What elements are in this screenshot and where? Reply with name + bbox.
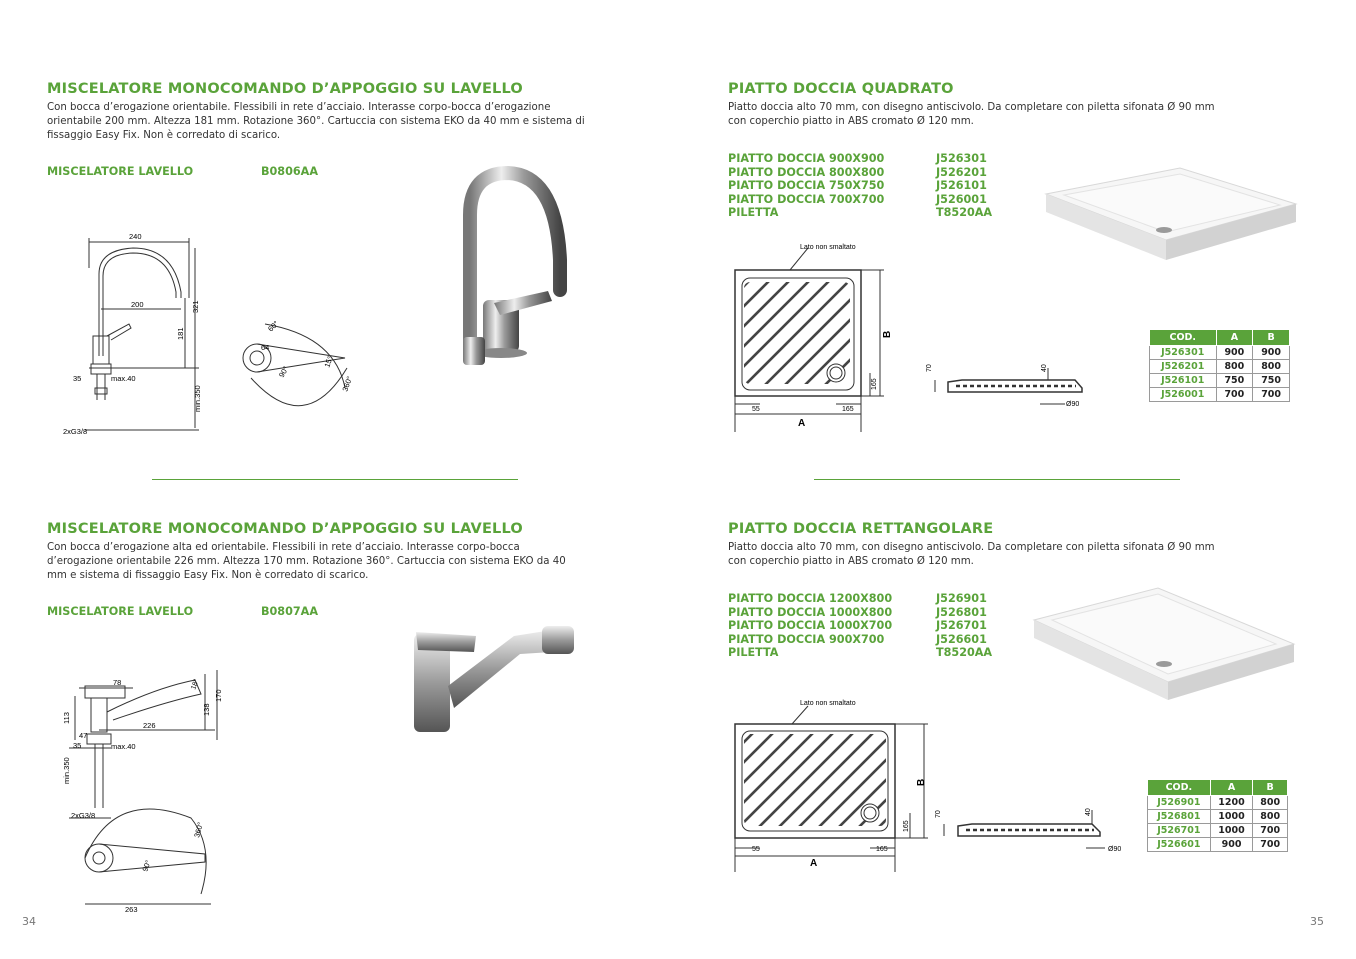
page-number-right: 35 — [1310, 915, 1324, 928]
item-name: PILETTA — [728, 646, 779, 660]
dim-90deg-2: 90° — [140, 858, 153, 873]
dim-max40: max.40 — [111, 374, 136, 383]
dim-200: 200 — [131, 300, 144, 309]
drawing-note: Lato non smaltato — [800, 700, 856, 707]
table-header-row — [1148, 780, 1288, 796]
dim-2xg38-2: 2xG3/8 — [71, 811, 96, 820]
dim-321: 321 — [191, 300, 200, 313]
item-code: J526601 — [936, 632, 987, 646]
dim-15deg: 15° — [322, 354, 335, 369]
table-cell: 700 — [1253, 388, 1290, 402]
dim-18deg: 18° — [190, 678, 201, 691]
product1-title: MISCELATORE MONOCOMANDO D’APPOGGIO SU LAVELLO — [47, 81, 523, 97]
shower-square-technical-drawing — [730, 240, 1090, 436]
dim-2xg38: 2xG3/8 — [63, 427, 88, 436]
table-cell: J526901 — [1148, 796, 1211, 810]
dim-360deg-2: 360° — [192, 821, 205, 839]
item-code: J526901 — [936, 592, 987, 605]
dim-b: B — [916, 778, 927, 786]
dim-64: 64 — [261, 343, 270, 352]
dim-70: 70 — [935, 810, 942, 818]
dim-181: 181 — [176, 327, 185, 340]
product1-item-code: B0806AA — [261, 165, 318, 178]
shower-rect-item-codes — [936, 592, 992, 660]
item-code: J526101 — [936, 179, 987, 193]
table-row — [1150, 388, 1290, 402]
table-cell: J526201 — [1150, 360, 1217, 374]
item-code: J526001 — [936, 192, 987, 206]
page-number-left: 34 — [22, 915, 36, 928]
product2-item-name: MISCELATORE LAVELLO — [47, 605, 194, 618]
dim-max40-2: max.40 — [111, 742, 136, 751]
product1-description: Con bocca d’erogazione orientabile. Flessibili in rete d’acciaio. Interasse corpo-bocca d’erogazione orientabile 200 mm. Altezza 181 mm. Rotazione 360°. Cartuccia con sistema EKO da 40 mm e sistema di fissaggio Easy Fix. Non è corredato di scarico. — [47, 102, 585, 141]
dim-165-side: 165 — [871, 378, 878, 390]
table-cell: 700 — [1253, 824, 1288, 838]
dim-35: 35 — [73, 374, 82, 383]
shower-square-item-codes — [936, 152, 992, 220]
dim-diameter-90: Ø90 — [1066, 401, 1080, 408]
table-row — [1150, 374, 1290, 388]
item-code: T8520AA — [936, 646, 993, 660]
table-cell: 900 — [1216, 346, 1253, 360]
product2-title: MISCELATORE MONOCOMANDO D’APPOGGIO SU LAVELLO — [47, 521, 523, 537]
table-cell: 1000 — [1210, 824, 1253, 838]
table-row — [1150, 360, 1290, 374]
dim-90deg: 90° — [276, 364, 291, 379]
shower-rect-technical-drawing — [730, 696, 1130, 874]
table-cell: J526301 — [1150, 346, 1217, 360]
item-name: PIATTO DOCCIA 1000X800 — [728, 605, 893, 619]
dim-263: 263 — [125, 905, 138, 913]
dim-40: 40 — [1085, 808, 1092, 816]
faucet1-photo — [408, 165, 583, 377]
item-code: J526701 — [936, 619, 987, 633]
dim-min350-2: min.350 — [62, 757, 71, 784]
item-name: PIATTO DOCCIA 1200X800 — [728, 592, 893, 605]
dim-a: A — [798, 418, 806, 429]
dim-40: 40 — [1041, 364, 1048, 372]
shower-square-item-names — [728, 152, 884, 220]
shower-rect-photo — [1028, 580, 1300, 704]
dim-165-side: 165 — [903, 820, 910, 832]
shower-rect-spec-table — [1147, 779, 1288, 852]
table-cell: 800 — [1216, 360, 1253, 374]
faucet2-photo — [402, 608, 582, 738]
dim-35-2: 35 — [73, 741, 82, 750]
column-header: A — [1216, 330, 1253, 346]
dim-113: 113 — [62, 712, 71, 724]
item-code: J526801 — [936, 605, 987, 619]
table-cell: 1200 — [1210, 796, 1253, 810]
dim-diameter-90: Ø90 — [1108, 846, 1122, 853]
dim-55: 55 — [752, 406, 760, 413]
column-header: B — [1253, 330, 1290, 346]
column-header: A — [1210, 780, 1253, 796]
product2-item-code: B0807AA — [261, 605, 318, 618]
shower-square-description: Piatto doccia alto 70 mm, con disegno antiscivolo. Da completare con piletta sifonata Ø 90 mm con coperchio piatto in ABS cromato Ø 120 mm. — [728, 102, 1215, 127]
dim-165-bottom: 165 — [842, 406, 854, 413]
table-cell: 700 — [1216, 388, 1253, 402]
table-row — [1148, 824, 1288, 838]
dim-170: 170 — [214, 689, 223, 702]
table-cell: 900 — [1253, 346, 1290, 360]
table-cell: J526101 — [1150, 374, 1217, 388]
table-cell: J526001 — [1150, 388, 1217, 402]
table-row — [1148, 796, 1288, 810]
table-row — [1148, 838, 1288, 852]
dim-a: A — [810, 858, 818, 869]
table-cell: 1000 — [1210, 810, 1253, 824]
item-name: PIATTO DOCCIA 750X750 — [728, 179, 885, 193]
table-cell: 800 — [1253, 360, 1290, 374]
table-cell: 800 — [1253, 810, 1288, 824]
item-name: PIATTO DOCCIA 700X700 — [728, 192, 885, 206]
table-cell: 750 — [1253, 374, 1290, 388]
table-header-row — [1150, 330, 1290, 346]
item-name: PILETTA — [728, 206, 779, 220]
shower-rect-description: Piatto doccia alto 70 mm, con disegno antiscivolo. Da completare con piletta sifonata Ø 90 mm con coperchio piatto in ABS cromato Ø 120 mm. — [728, 542, 1215, 567]
dim-165-bottom: 165 — [876, 846, 888, 853]
shower-square-spec-table — [1149, 329, 1290, 402]
dim-226: 226 — [143, 721, 156, 730]
section-divider-right — [814, 479, 1180, 480]
table-cell: 750 — [1216, 374, 1253, 388]
item-name: PIATTO DOCCIA 1000X700 — [728, 619, 893, 633]
item-code: J526301 — [936, 152, 987, 165]
item-code: J526201 — [936, 165, 987, 179]
drawing-note: Lato non smaltato — [800, 244, 856, 251]
shower-rect-item-names — [728, 592, 892, 660]
dim-240: 240 — [129, 232, 142, 241]
table-cell: J526701 — [1148, 824, 1211, 838]
dim-min350: min.350 — [193, 385, 202, 412]
dim-70: 70 — [926, 364, 933, 372]
dim-78: 78 — [113, 678, 122, 687]
section-divider-left — [152, 479, 518, 480]
product1-item-name: MISCELATORE LAVELLO — [47, 165, 194, 178]
dim-47: 47 — [79, 731, 88, 740]
faucet2-technical-drawing — [55, 668, 235, 913]
dim-360deg: 360° — [340, 375, 355, 393]
dim-55: 55 — [752, 846, 760, 853]
table-cell: J526801 — [1148, 810, 1211, 824]
column-header: COD. — [1150, 330, 1217, 346]
dim-60deg: 60° — [266, 319, 281, 334]
column-header: COD. — [1148, 780, 1211, 796]
table-cell: J526601 — [1148, 838, 1211, 852]
shower-square-title: PIATTO DOCCIA QUADRATO — [728, 81, 954, 97]
shower-rect-title: PIATTO DOCCIA RETTANGOLARE — [728, 521, 994, 537]
dim-138: 138 — [202, 703, 211, 716]
table-row — [1150, 346, 1290, 360]
table-cell: 700 — [1253, 838, 1288, 852]
item-name: PIATTO DOCCIA 900X700 — [728, 632, 885, 646]
product2-description: Con bocca d’erogazione alta ed orientabile. Flessibili in rete d’acciaio. Interasse corpo-bocca d’erogazione orientabile 226 mm. Altezza 170 mm. Rotazione 360°. Cartuccia con sistema EKO da 40 mm e sistema di fissaggio Easy Fix. Non è corredato di scarico. — [47, 542, 566, 581]
item-code: T8520AA — [936, 206, 993, 220]
table-cell: 800 — [1253, 796, 1288, 810]
dim-b: B — [882, 330, 893, 338]
item-name: PIATTO DOCCIA 800X800 — [728, 165, 885, 179]
table-cell: 900 — [1210, 838, 1253, 852]
table-row — [1148, 810, 1288, 824]
column-header: B — [1253, 780, 1288, 796]
faucet1-technical-drawing — [55, 228, 375, 440]
item-name: PIATTO DOCCIA 900X900 — [728, 152, 885, 165]
